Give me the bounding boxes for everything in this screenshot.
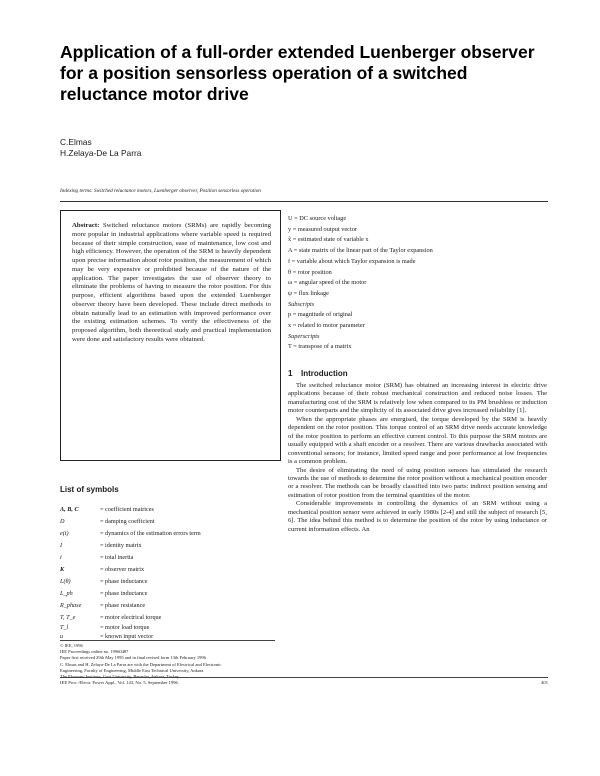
footnote-line: The Ekonomi Institute, Gazi University, Besevler, Ankara, Turkey bbox=[60, 674, 180, 680]
symbol-description: = known input vector bbox=[100, 633, 154, 640]
indexing-terms: Indexing terms: Switched reluctance motors, Luenberger observer, Position sensorless operation bbox=[60, 188, 261, 194]
introduction-body bbox=[288, 382, 547, 534]
symbol-line: ω = angular speed of the motor bbox=[288, 279, 367, 287]
symbol-entry bbox=[60, 633, 153, 640]
symbol: T, T_e bbox=[60, 614, 76, 621]
section-title: Introduction bbox=[301, 369, 348, 378]
abstract-label: Abstract: bbox=[72, 222, 100, 229]
symbol: A, B, C bbox=[60, 506, 79, 513]
symbol-entry bbox=[60, 530, 201, 537]
paragraph: Considerable improvements in controlling the dynamics of an SRM without using a mechanical position sensor were achieved in early 1980s [2-4] and still the subject of research [5, 6]. The idea behind this method is to determine the position of the rotor by using inductance or current information effects. An bbox=[288, 500, 547, 533]
symbol-entry bbox=[60, 506, 154, 513]
symbol-description: = motor electrical torque bbox=[100, 614, 162, 621]
author-list bbox=[60, 137, 141, 159]
symbol: T_l bbox=[60, 624, 69, 631]
abstract-text: Switched reluctance motors (SRMs) are rapidly becoming more popular in industrial applications where variable speed is required because of their simple construction, ease of maintenance, low cost and high efficiency. However, the operation of the SRM is heavily dependent upon precise information about rotor position, the measurement of which may be very expensive or prohibited because of the nature of the application. The paper investigates the use of observer theory to eliminate the problems of having to measure the rotor position. For this purpose, efficient algorithms based upon the extended Luenberger observer theory have been developed. These include direct methods to obtain naturally lead to an estimation with improved performance over the existing estimation schemes. To verify the effectiveness of the proposed algorithm, both theoretical study and practical implementation were done and satisfactory results were obtained. bbox=[72, 222, 271, 343]
footnote-line: IEE Proceedings online no. 19960487 bbox=[60, 649, 129, 655]
symbol: I bbox=[60, 542, 63, 549]
symbol-line: T = transpose of a matrix bbox=[288, 343, 352, 351]
section-number: 1 bbox=[288, 369, 293, 378]
paragraph: The desire of eliminating the need of using position sensors has stimulated the research towards the use of methods to determine the rotor position without a mechanical position encoder or a resolver. The methods can be broadly classified into two parts: indirect position sensing and estimation of rotor position from the terminal quantities of the motor. bbox=[288, 466, 547, 499]
symbol-description: = identity matrix bbox=[100, 542, 142, 549]
symbol-line: x̂ = estimated state of variable x bbox=[288, 236, 369, 244]
paper-title: Application of a full-order extended Luenberger observer for a position sensorless operation of a switched reluctance motor drive bbox=[60, 42, 535, 104]
symbol: K bbox=[60, 566, 65, 573]
footnote-line: Engineering, Faculty of Engineering, Middle East Technical University, Ankara bbox=[60, 667, 204, 673]
abstract-box bbox=[60, 210, 281, 461]
symbol-entry bbox=[60, 542, 142, 549]
journal-reference: IEE Proc.-Electr. Power Appl., Vol. 143, No. 5, September 1996 bbox=[60, 680, 178, 685]
symbol: e(t) bbox=[60, 530, 69, 537]
author-name: H.Zelaya-De La Parra bbox=[60, 148, 142, 158]
symbol-description: = phase inductance bbox=[100, 590, 148, 597]
author-name: C.Elmas bbox=[60, 137, 92, 147]
symbol-entry bbox=[60, 602, 145, 609]
symbol-line: A = state matrix of the linear part of the Taylor expansion bbox=[288, 247, 433, 255]
symbol-entry bbox=[60, 590, 147, 597]
symbol-line: U = DC source voltage bbox=[288, 215, 347, 222]
symbol-entry bbox=[60, 614, 161, 621]
footnote-line: Paper first received 29th May 1995 and in final revised form 13th February 1996 bbox=[60, 655, 206, 661]
section-heading bbox=[288, 369, 348, 378]
symbol: L(θ) bbox=[60, 578, 71, 585]
superscripts-heading: Superscripts bbox=[288, 332, 320, 340]
symbol: u bbox=[60, 633, 64, 640]
footnote-rule bbox=[60, 640, 275, 641]
symbol-list-continued bbox=[288, 214, 548, 353]
symbol-entry bbox=[60, 578, 147, 585]
symbol-entry bbox=[60, 566, 144, 573]
symbol-entry bbox=[60, 554, 133, 561]
list-of-symbols-heading: List of symbols bbox=[60, 485, 119, 494]
symbol: R_phase bbox=[60, 602, 82, 609]
symbol-line: f = variable about which Taylor expansion is made bbox=[288, 257, 416, 265]
symbol-description: = dynamics of the estimation errors term bbox=[100, 530, 201, 537]
symbol-line: θ = rotor position bbox=[288, 268, 332, 276]
symbol: L_ph bbox=[60, 590, 73, 597]
footnote-line: C. Elmas and H. Zelaya-De La Parra are with the Department of Electrical and Electronic bbox=[60, 661, 222, 667]
running-footer bbox=[60, 680, 548, 685]
symbol-description: = damping coefficient bbox=[100, 518, 155, 525]
footer-rule bbox=[60, 677, 548, 678]
subscripts-heading: Subscripts bbox=[288, 300, 315, 308]
symbol-line: y = measured output vector bbox=[288, 225, 357, 233]
symbol-line: ψ = flux linkage bbox=[288, 289, 329, 297]
symbol-description: = coefficient matrices bbox=[100, 506, 154, 513]
paragraph: The switched reluctance motor (SRM) has obtained an increasing interest in electric drive applications because of their robust mechanical construction and reduced noise losses. The manufacturing cost of the SRM is relatively low when compared to its PM brushless or induction motor counterparts and the simplicity of its associated drive gives increased reliability [1]. bbox=[288, 382, 547, 415]
symbol-description: = motor load torque bbox=[100, 624, 150, 631]
symbol-entry bbox=[60, 624, 149, 631]
symbol-entry bbox=[60, 518, 155, 525]
footnotes bbox=[60, 643, 285, 680]
symbol-description: = total inertia bbox=[100, 554, 134, 561]
symbol: i bbox=[60, 554, 62, 561]
symbol-line: p = magnitude of original bbox=[288, 311, 353, 319]
page-number: 401 bbox=[541, 680, 548, 685]
symbol-line: x = related to motor parameter bbox=[288, 322, 365, 330]
header-rule bbox=[60, 201, 548, 202]
symbol-description: = phase inductance bbox=[100, 578, 148, 585]
paragraph: When the appropriate phases are energised, the torque developed by the SRM is heavily dependent on the rotor position. This torque control of an SRM drive needs accurate knowledge of the rotor position to perform an effective current control. To this purpose the SRM motors are usually equipped with a shaft encoder or a resolver. There are various drawbacks associated with conventional sensors; for instance, limited speed range and poor performance at low frequencies is a common problem. bbox=[288, 415, 547, 466]
symbol: D bbox=[60, 518, 65, 525]
symbol-description: = observer matrix bbox=[100, 566, 145, 573]
footnote-line: © IEE, 1996 bbox=[60, 643, 83, 648]
symbol-description: = phase resistance bbox=[100, 602, 146, 609]
